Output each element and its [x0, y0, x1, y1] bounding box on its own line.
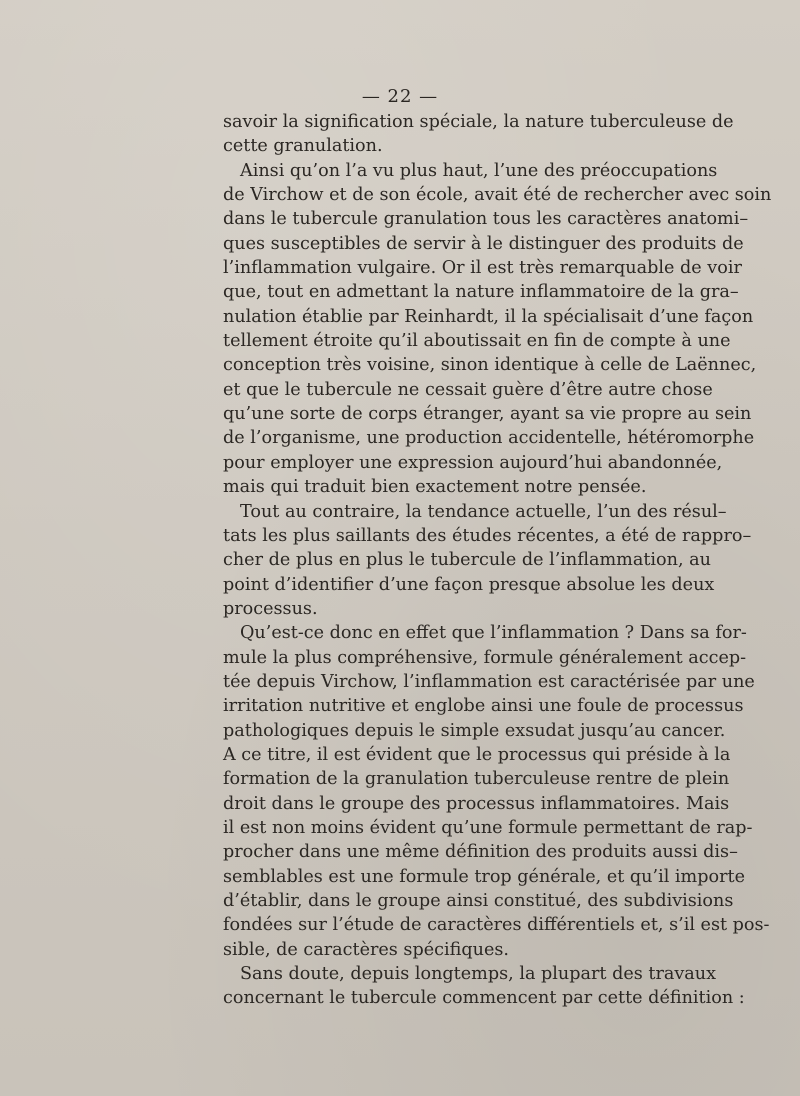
text-line: que, tout en admettant la nature inflammatoire de la gra– [223, 282, 739, 303]
text-line: d’établir, dans le groupe ainsi constitué, des subdivisions [223, 891, 734, 911]
text-line: Qu’est-ce donc en effet que l’inflammation ? Dans sa for- [240, 623, 747, 644]
text-line: mule la plus compréhensive, formule généralement accep- [223, 647, 747, 668]
text-line: pathologiques depuis le simple exsudat jusqu’au cancer. [223, 720, 726, 741]
text-line: de l’organisme, une production accidentelle, hétéromorphe [223, 428, 755, 449]
text-line: A ce titre, il est évident que le processus qui préside à la [223, 744, 731, 765]
text-line: concernant le tubercule commencent par cette définition : [223, 988, 745, 1009]
text-line: l’inflammation vulgaire. Or il est très remarquable de voir [223, 258, 742, 279]
text-line: Ainsi qu’on l’a vu plus haut, l’une des préoccupations [240, 160, 718, 181]
text-line: il est non moins évident qu’une formule permettant de rap- [223, 817, 753, 838]
page-number: — 22 — [361, 86, 439, 107]
text-line: formation de la granulation tuberculeuse rentre de plein [223, 769, 730, 790]
text-line: tellement étroite qu’il aboutissait en fin de compte à une [223, 331, 731, 352]
text-line: qu’une sorte de corps étranger, ayant sa vie propre au sein [223, 404, 752, 425]
text-line: tats les plus saillants des études récentes, a été de rappro– [223, 525, 752, 546]
text-line: droit dans le groupe des processus inflammatoires. Mais [223, 793, 730, 814]
text-line: et que le tubercule ne cessait guère d’être autre chose [223, 379, 713, 400]
text-line: fondées sur l’étude de caractères différentiels et, s’il est pos- [223, 915, 770, 936]
text-line: Tout au contraire, la tendance actuelle, l’un des résul– [240, 501, 727, 522]
text-line: point d’identifier d’une façon presque absolue les deux [223, 574, 715, 595]
text-line: procher dans une même définition des produits aussi dis– [223, 842, 738, 863]
text-line: irritation nutritive et englobe ainsi une foule de processus [223, 696, 744, 717]
text-line: savoir la signification spéciale, la nature tuberculeuse de [223, 112, 734, 132]
body-text [223, 110, 772, 1011]
text-line: sible, de caractères spécifiques. [223, 939, 509, 960]
text-line: tée depuis Virchow, l’inflammation est caractérisée par une [223, 671, 755, 692]
text-line: semblables est une formule trop générale, et qu’il importe [223, 866, 745, 887]
text-line: de Virchow et de son école, avait été de rechercher avec soin [223, 185, 772, 206]
text-line: processus. [223, 598, 318, 619]
text-line: pour employer une expression aujourd’hui abandonnée, [223, 452, 723, 473]
text-line: mais qui traduit bien exactement notre pensée. [223, 477, 647, 498]
text-line: cette granulation. [223, 136, 383, 157]
text-line: dans le tubercule granulation tous les caractères anatomi– [223, 209, 749, 230]
text-line: conception très voisine, sinon identique à celle de Laënnec, [223, 355, 757, 376]
text-line: nulation établie par Reinhardt, il la spécialisait d’une façon [223, 306, 754, 327]
text-line: cher de plus en plus le tubercule de l’inflammation, au [223, 550, 711, 571]
text-line: Sans doute, depuis longtemps, la plupart des travaux [240, 964, 717, 985]
text-line: ques susceptibles de servir à le distinguer des produits de [223, 233, 744, 254]
